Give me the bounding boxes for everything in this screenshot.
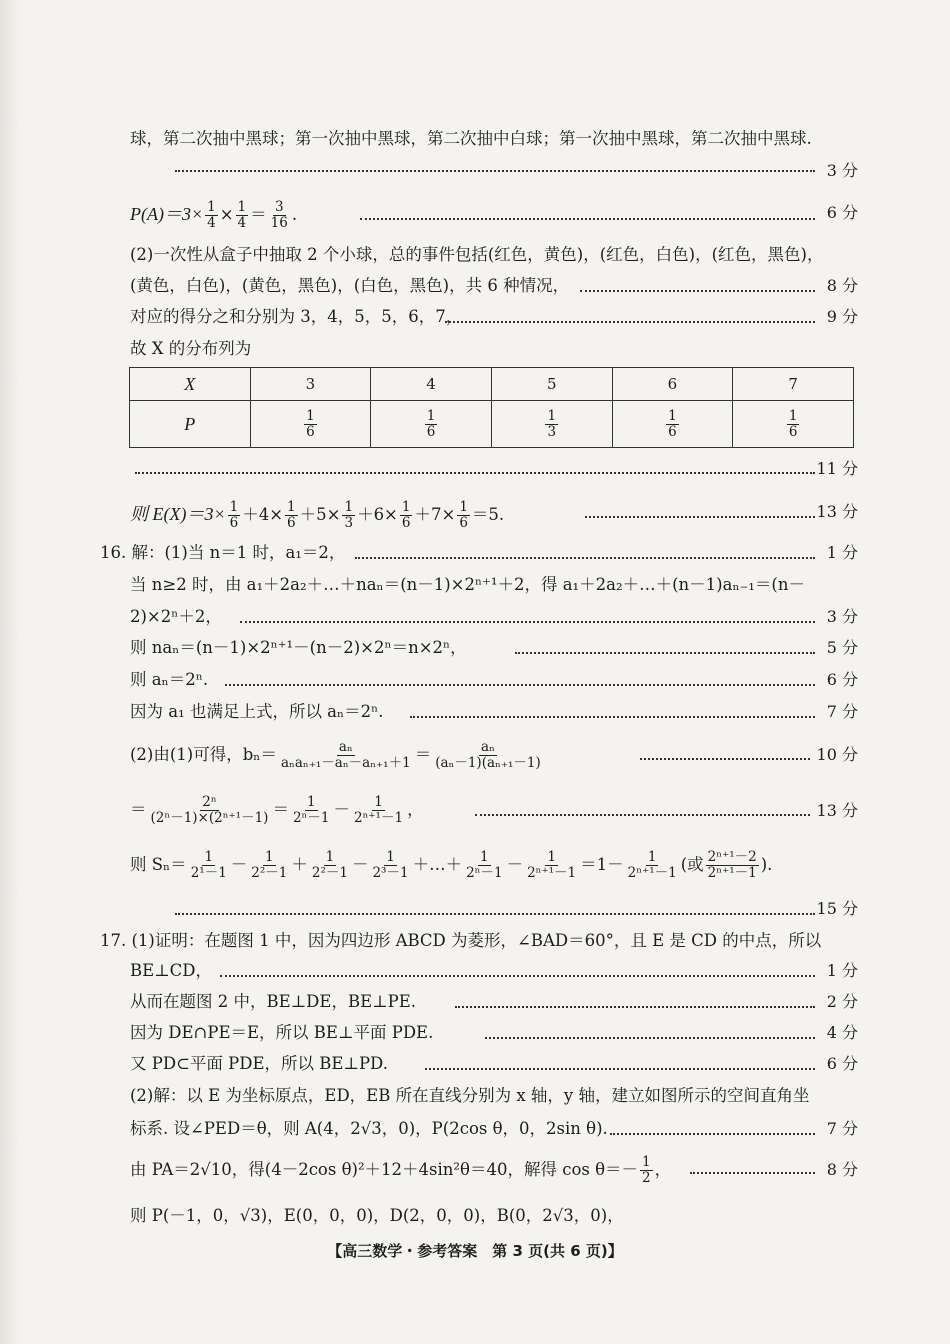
score: 7 分 — [826, 702, 858, 721]
table-header-cell: X — [130, 368, 251, 401]
dot-leader — [175, 913, 815, 915]
table-row — [130, 368, 854, 401]
table-header-cell: 7 — [733, 368, 854, 401]
score: 6 分 — [826, 670, 858, 689]
table-header-cell: 4 — [371, 368, 492, 401]
score: 13 分 — [816, 502, 858, 521]
text-line: 球，第二次抽中黑球；第一次抽中黑球，第二次抽中白球；第一次抽中黑球，第二次抽中黑球. — [130, 129, 812, 148]
dot-leader — [475, 814, 810, 816]
distribution-table — [129, 367, 854, 448]
score: 15 分 — [816, 899, 858, 918]
dot-leader — [515, 652, 815, 654]
dot-leader — [690, 1172, 815, 1174]
score: 9 分 — [826, 307, 858, 326]
dot-leader — [220, 975, 815, 977]
text-line: (2)由(1)可得，bₙ＝ $\frac{\text{aₙ}}{\text{aₙaₙ₊₁－aₙ－aₙ₊₁＋1}}$ ＝ $\frac{\text{aₙ}}{\text{(aₙ－1)(aₙ₊₁－1)}}$ — [130, 739, 541, 771]
table-header-cell: 3 — [250, 368, 371, 401]
text-line: 2)×2ⁿ＋2， — [130, 607, 222, 626]
score: 6 分 — [826, 1054, 858, 1073]
score: 6 分 — [826, 203, 858, 222]
score: 2 分 — [826, 992, 858, 1011]
table-cell: $\frac{1}{6}$ — [371, 401, 492, 448]
page-footer: 【高三数学・参考答案 第 3 页(共 6 页)】 — [327, 1242, 623, 1260]
question-16: 16. 解：(1)当 n＝1 时，a₁＝2， — [100, 543, 346, 562]
score: 1 分 — [826, 543, 858, 562]
text-line: 则 aₙ＝2ⁿ. — [130, 670, 209, 689]
dot-leader — [445, 321, 815, 323]
text-line: 则 E(X)＝3× $\frac{1}{6}$ ＋4× $\frac{1}{6}$ ＋5× $\frac{1}{3}$ ＋6× $\frac{1}{6}$ ＋7× $\frac{1}{6}$ ＝5. — [130, 499, 505, 531]
table-cell: $\frac{1}{3}$ — [491, 401, 612, 448]
dot-leader — [175, 170, 815, 172]
question-17: 17. (1)证明：在题图 1 中，因为四边形 ABCD 为菱形，∠BAD＝60°，且 E 是 CD 的中点，所以 — [100, 931, 822, 950]
score: 13 分 — [816, 801, 858, 820]
table-cell: $\frac{1}{6}$ — [612, 401, 733, 448]
dot-leader — [585, 516, 815, 518]
score: 10 分 — [816, 745, 858, 764]
text-line: BE⊥CD， — [130, 961, 213, 980]
text-line: P(A)＝3× $\frac{1}{4}$ × $\frac{1}{4}$ ＝ $\frac{3}{16}$ . — [130, 199, 298, 231]
text-line: 则 Sₙ＝ $\frac{1}{\text{2¹－1}}$ － $\frac{1}{\text{2²－1}}$ ＋ $\frac{1}{\text{2²－1}}$ － $\frac{1}{\text{2³－1}}$ ＋…＋ $\frac{1}{\text{2ⁿ－1}}$ － $\frac{1}{\text{2ⁿ⁺¹－1}}$ ＝1－ $\frac{1}{\text{2ⁿ⁺¹－1}}$ (或 $\frac{\text{2ⁿ⁺¹－2}}{\text{2ⁿ⁺¹－1}}$ ). — [130, 849, 773, 881]
text-line: 对应的得分之和分别为 3，4，5，5，6，7， — [130, 307, 463, 326]
text-line: 又 PD⊂平面 PDE，所以 BE⊥PD. — [130, 1054, 388, 1073]
table-header-cell: 6 — [612, 368, 733, 401]
score: 7 分 — [826, 1119, 858, 1138]
score: 3 分 — [826, 607, 858, 626]
table-cell: $\frac{1}{6}$ — [250, 401, 371, 448]
score: 11 分 — [816, 459, 858, 478]
score: 5 分 — [826, 638, 858, 657]
table-row — [130, 401, 854, 448]
score: 3 分 — [826, 161, 858, 180]
text-line: 因为 a₁ 也满足上式，所以 aₙ＝2ⁿ. — [130, 702, 384, 721]
text-line: 当 n≥2 时，由 a₁＋2a₂＋…＋naₙ＝(n－1)×2ⁿ⁺¹＋2，得 a₁＋2a₂＋…＋(n－1)aₙ₋₁＝(n－ — [130, 575, 805, 594]
table-cell: P — [130, 401, 251, 448]
text-line: 则 P(－1，0，√3)，E(0，0，0)，D(2，0，0)，B(0，2√3，0)， — [130, 1206, 624, 1225]
dot-leader — [355, 557, 815, 559]
dot-leader — [640, 758, 810, 760]
dot-leader — [580, 290, 815, 292]
text-line: 故 X 的分布列为 — [130, 339, 252, 358]
text-line: 由 PA＝2√10，得(4－2cos θ)²＋12＋4sin²θ＝40，解得 cos θ＝－ $\frac{1}{2}$ ， — [130, 1154, 672, 1186]
text-line: 则 naₙ＝(n－1)×2ⁿ⁺¹－(n－2)×2ⁿ＝n×2ⁿ， — [130, 638, 467, 657]
dot-leader — [225, 684, 815, 686]
text-line: ＝ $\frac{\text{2ⁿ}}{\text{(2ⁿ－1)×(2ⁿ⁺¹－1)}}$ ＝ $\frac{1}{\text{2ⁿ－1}}$ － $\frac{1}{\text{2ⁿ⁺¹－1}}$ ， — [130, 794, 424, 826]
text-line: (2)一次性从盒子中抽取 2 个小球，总的事件包括(红色，黄色)，(红色，白色)，(红色，黑色)， — [130, 245, 824, 264]
dot-leader — [425, 1068, 815, 1070]
dot-leader — [410, 716, 815, 718]
dot-leader — [485, 1037, 815, 1039]
score: 8 分 — [826, 276, 858, 295]
dot-leader — [455, 1006, 815, 1008]
text-line: (黄色，白色)，(黄色，黑色)，(白色，黑色)，共 6 种情况， — [130, 276, 570, 295]
text-line: 因为 DE∩PE＝E，所以 BE⊥平面 PDE. — [130, 1023, 434, 1042]
dot-leader — [240, 621, 815, 623]
table-cell: $\frac{1}{6}$ — [733, 401, 854, 448]
table-header-cell: 5 — [491, 368, 612, 401]
score: 1 分 — [826, 961, 858, 980]
text-line: 标系. 设∠PED＝θ，则 A(4，2√3，0)，P(2cos θ，0，2sin θ). — [130, 1119, 608, 1138]
score: 8 分 — [826, 1160, 858, 1179]
dot-leader — [135, 472, 815, 474]
score: 4 分 — [826, 1023, 858, 1042]
text-line: 从而在题图 2 中，BE⊥DE，BE⊥PE. — [130, 992, 417, 1011]
dot-leader — [360, 218, 815, 220]
dot-leader — [610, 1133, 815, 1135]
scan-shadow — [0, 0, 20, 1344]
text-line: (2)解：以 E 为坐标原点，ED，EB 所在直线分别为 x 轴，y 轴，建立如图所示的空间直角坐 — [130, 1086, 810, 1105]
